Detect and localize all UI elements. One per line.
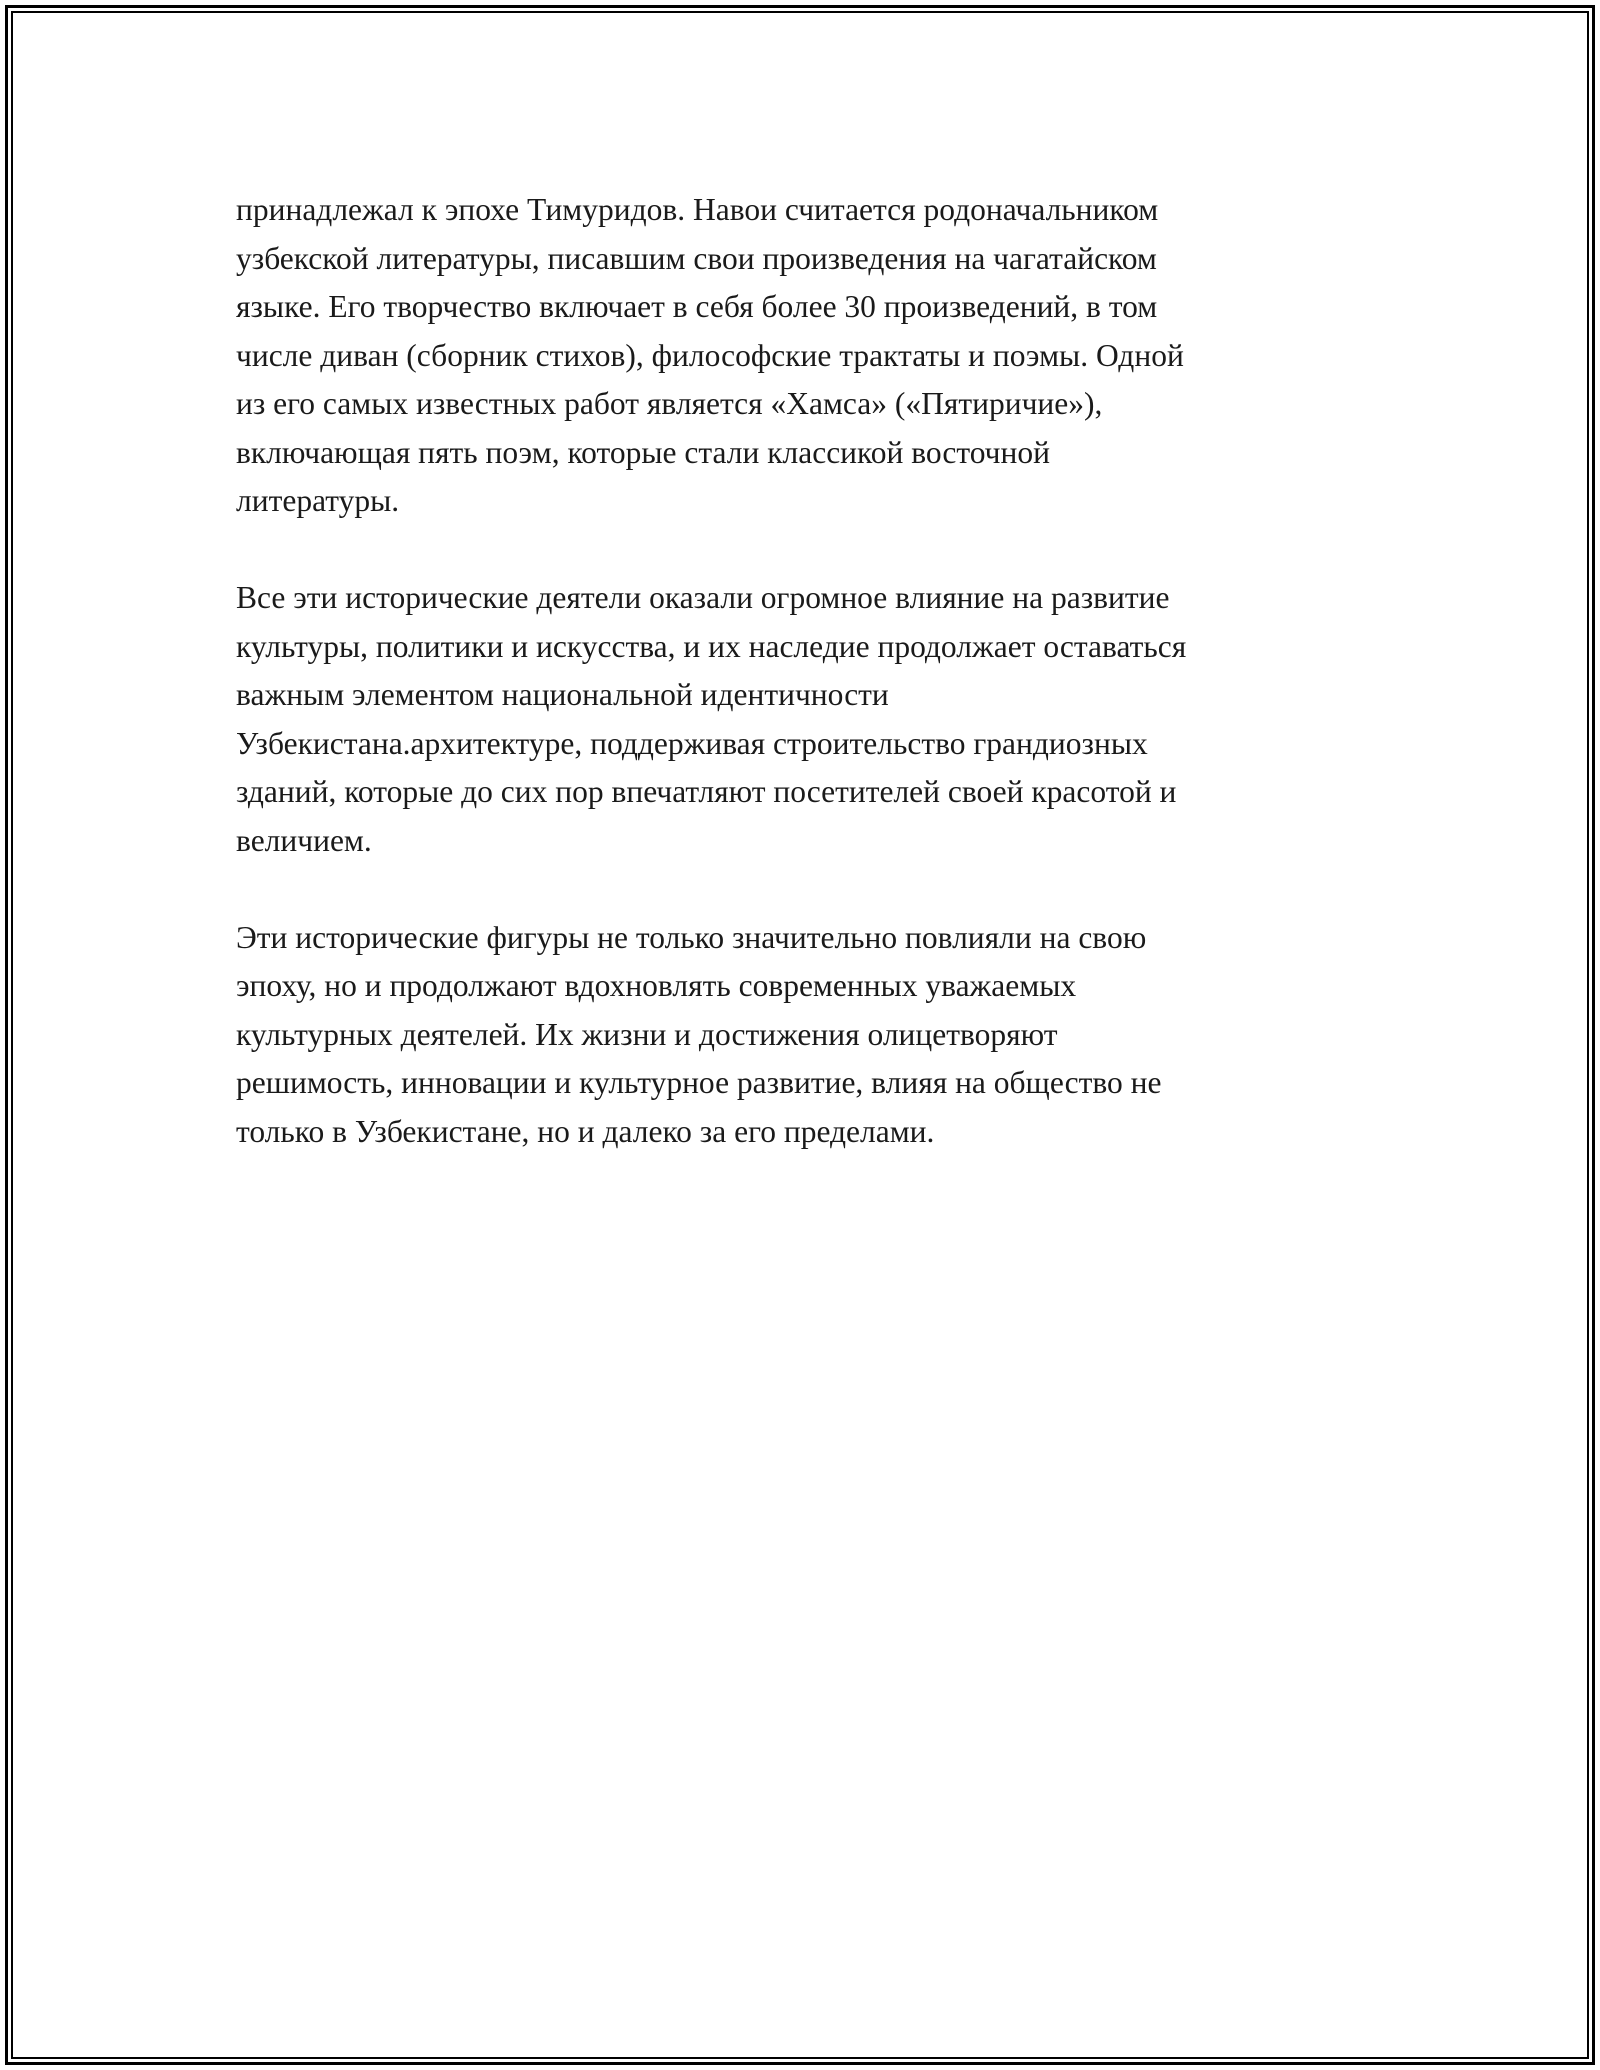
- text-line: Все эти исторические деятели оказали огромное влияние на развитие: [236, 580, 1170, 615]
- text-line: величием.: [236, 822, 372, 858]
- text-line: Эти исторические фигуры не только значительно повлияли на свою: [236, 919, 1147, 955]
- text-line: числе диван (сборник стихов), философские трактаты и поэмы. Одной: [236, 337, 1184, 373]
- paragraph-navoi: [236, 186, 1386, 526]
- text-line: культуры, политики и искусства, и их наследие продолжает оставаться: [236, 628, 1187, 664]
- text-line: языке. Его творчество включает в себя более 30 произведений, в том: [236, 289, 1158, 324]
- paragraph-historical-figures: [236, 574, 1386, 865]
- text-line: литературы.: [236, 483, 400, 518]
- text-line: из его самых известных работ является «Хамса» («Пятиричие»),: [236, 386, 1103, 421]
- text-line: эпоху, но и продолжают вдохновлять современных уважаемых: [236, 968, 1077, 1003]
- text-line: принадлежал к эпохе Тимуридов. Навои считается родоначальником: [236, 192, 1159, 227]
- text-line: культурных деятелей. Их жизни и достижения олицетворяют: [236, 1016, 1058, 1052]
- text-line: важным элементом национальной идентичности: [236, 677, 889, 712]
- document-body: [236, 186, 1386, 1205]
- text-line: Узбекистана.архитектуре, поддерживая строительство грандиозных: [236, 725, 1148, 761]
- paragraph-conclusion: [236, 914, 1386, 1157]
- text-line: зданий, которые до сих пор впечатляют посетителей своей красотой и: [236, 774, 1177, 809]
- text-line: включающая пять поэм, которые стали классикой восточной: [236, 434, 1050, 470]
- text-line: узбекской литературы, писавшим свои произведения на чагатайском: [236, 240, 1157, 276]
- text-line: решимость, инновации и культурное развитие, влияя на общество не: [236, 1065, 1162, 1100]
- text-line: только в Узбекистане, но и далеко за его пределами.: [236, 1113, 935, 1149]
